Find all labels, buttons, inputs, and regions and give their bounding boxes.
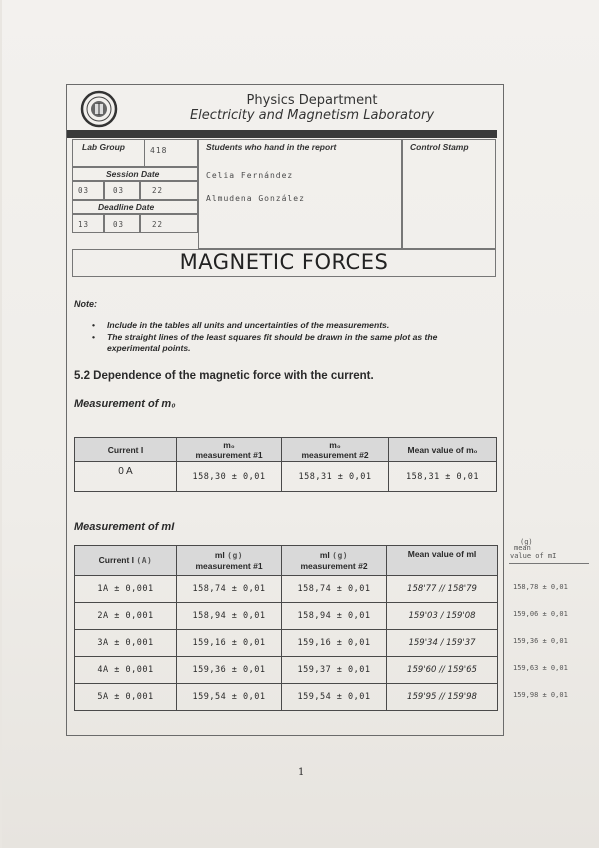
m0-measurement-1: 158,30 ± 0,01 <box>177 462 282 492</box>
margin-value: 159,36 ± 0,01 <box>513 637 568 645</box>
session-month: 03 <box>113 186 125 195</box>
control-stamp-label: Control Stamp <box>410 142 469 152</box>
deadline-year: 22 <box>152 220 164 229</box>
mi-measurement-2: 159,16 ± 0,01 <box>282 630 387 657</box>
mi-measurement-1: 158,74 ± 0,01 <box>177 576 282 603</box>
mi-current: 4A ± 0,001 <box>75 657 177 684</box>
table-row <box>75 462 497 492</box>
session-day: 03 <box>78 186 90 195</box>
m0-header-m1: m₀ measurement #1 <box>177 438 282 462</box>
table-row <box>75 657 498 684</box>
student-2-name: Almudena González <box>206 194 305 203</box>
mi-header-m2-sub: measurement #2 <box>300 561 368 571</box>
mi-header-m1-label: mI <box>214 550 225 560</box>
mi-measurement-2: 158,94 ± 0,01 <box>282 603 387 630</box>
mi-measurement-1: 159,16 ± 0,01 <box>177 630 282 657</box>
mi-header-current-label: Current I <box>98 555 135 565</box>
margin-heading-2: value of mI <box>510 552 557 560</box>
mi-header-m1-sub: measurement #1 <box>195 561 263 571</box>
lab-group-value: 418 <box>150 146 168 155</box>
mi-measurement-2: 159,54 ± 0,01 <box>282 684 387 711</box>
margin-heading-1: mean <box>514 544 531 552</box>
mi-table-header-row <box>75 546 498 576</box>
margin-value: 158,78 ± 0,01 <box>513 583 568 591</box>
laboratory-title: Electricity and Magnetism Laboratory <box>189 108 435 123</box>
control-stamp-cell <box>402 139 496 249</box>
table-row <box>75 603 498 630</box>
mi-measurement-1: 158,94 ± 0,01 <box>177 603 282 630</box>
students-label: Students who hand in the report <box>206 142 337 152</box>
mi-mean: 159'95 // 159'98 <box>387 684 498 711</box>
deadline-month: 03 <box>113 220 125 229</box>
m0-table-header-row <box>75 438 497 462</box>
mi-mean: 159'60 // 159'65 <box>387 657 498 684</box>
mi-measurement-2: 159,37 ± 0,01 <box>282 657 387 684</box>
m0-header-mean: Mean value of m₀ <box>389 438 497 462</box>
mi-header-m1-unit: (g) <box>227 551 244 560</box>
mi-header-current-unit: (A) <box>136 556 153 565</box>
document-page <box>2 0 599 848</box>
student-1-name: Celia Fernández <box>206 171 294 180</box>
session-date-label: Session Date <box>106 169 160 179</box>
deadline-year-cell <box>140 214 198 233</box>
mi-measurement-1: 159,54 ± 0,01 <box>177 684 282 711</box>
mi-current: 2A ± 0,001 <box>75 603 177 630</box>
note-list <box>92 320 492 355</box>
margin-value: 159,63 ± 0,01 <box>513 664 568 672</box>
mi-header-m1 <box>177 546 282 576</box>
session-year: 22 <box>152 186 164 195</box>
department-title: Physics Department <box>246 93 378 108</box>
m0-mean: 158,31 ± 0,01 <box>389 462 497 492</box>
mi-measurement-2: 158,74 ± 0,01 <box>282 576 387 603</box>
table-row <box>75 630 498 657</box>
mi-current: 3A ± 0,001 <box>75 630 177 657</box>
mi-mean: 159'03 / 159'08 <box>387 603 498 630</box>
mi-header-m2-label: mI <box>319 550 330 560</box>
table-row <box>75 684 498 711</box>
section-heading: 5.2 Dependence of the magnetic force with the current. <box>74 370 374 382</box>
university-seal-logo <box>76 89 122 129</box>
m0-heading: Measurement of m₀ <box>74 398 176 410</box>
mi-heading: Measurement of mI <box>74 521 175 533</box>
note-item: • Include in the tables all units and uncertainties of the measurements. <box>92 320 492 331</box>
header-divider-bar <box>67 130 497 138</box>
mi-mean: 159'34 / 159'37 <box>387 630 498 657</box>
page-title: MAGNETIC FORCES <box>179 250 389 274</box>
margin-value: 159,98 ± 0,01 <box>513 691 568 699</box>
m0-header-current: Current I <box>75 438 177 462</box>
page-number: 1 <box>298 767 305 778</box>
mi-mean: 158'77 // 158'79 <box>387 576 498 603</box>
mi-header-m2-unit: (g) <box>332 551 349 560</box>
m0-measurement-2: 158,31 ± 0,01 <box>282 462 389 492</box>
deadline-date-label: Deadline Date <box>98 202 155 212</box>
mi-table <box>74 545 498 711</box>
m0-current: 0 A <box>75 462 177 492</box>
mi-header-mean: Mean value of mI <box>387 546 498 576</box>
margin-value: 159,06 ± 0,01 <box>513 610 568 618</box>
note-label: Note: <box>74 299 97 309</box>
mi-current: 5A ± 0,001 <box>75 684 177 711</box>
table-row <box>75 576 498 603</box>
deadline-day: 13 <box>78 220 90 229</box>
m0-table <box>74 437 497 492</box>
session-year-cell <box>140 181 198 200</box>
margin-underline <box>509 563 589 564</box>
note-item: • The straight lines of the least squares fit should be drawn in the same plot as the experimental points. <box>92 332 492 354</box>
mi-current: 1A ± 0,001 <box>75 576 177 603</box>
lab-group-label: Lab Group <box>82 142 125 152</box>
mi-header-m2 <box>282 546 387 576</box>
mi-header-current <box>75 546 177 576</box>
m0-header-m2: m₀ measurement #2 <box>282 438 389 462</box>
margin-heading-unit: (g) <box>520 538 533 546</box>
mi-measurement-1: 159,36 ± 0,01 <box>177 657 282 684</box>
